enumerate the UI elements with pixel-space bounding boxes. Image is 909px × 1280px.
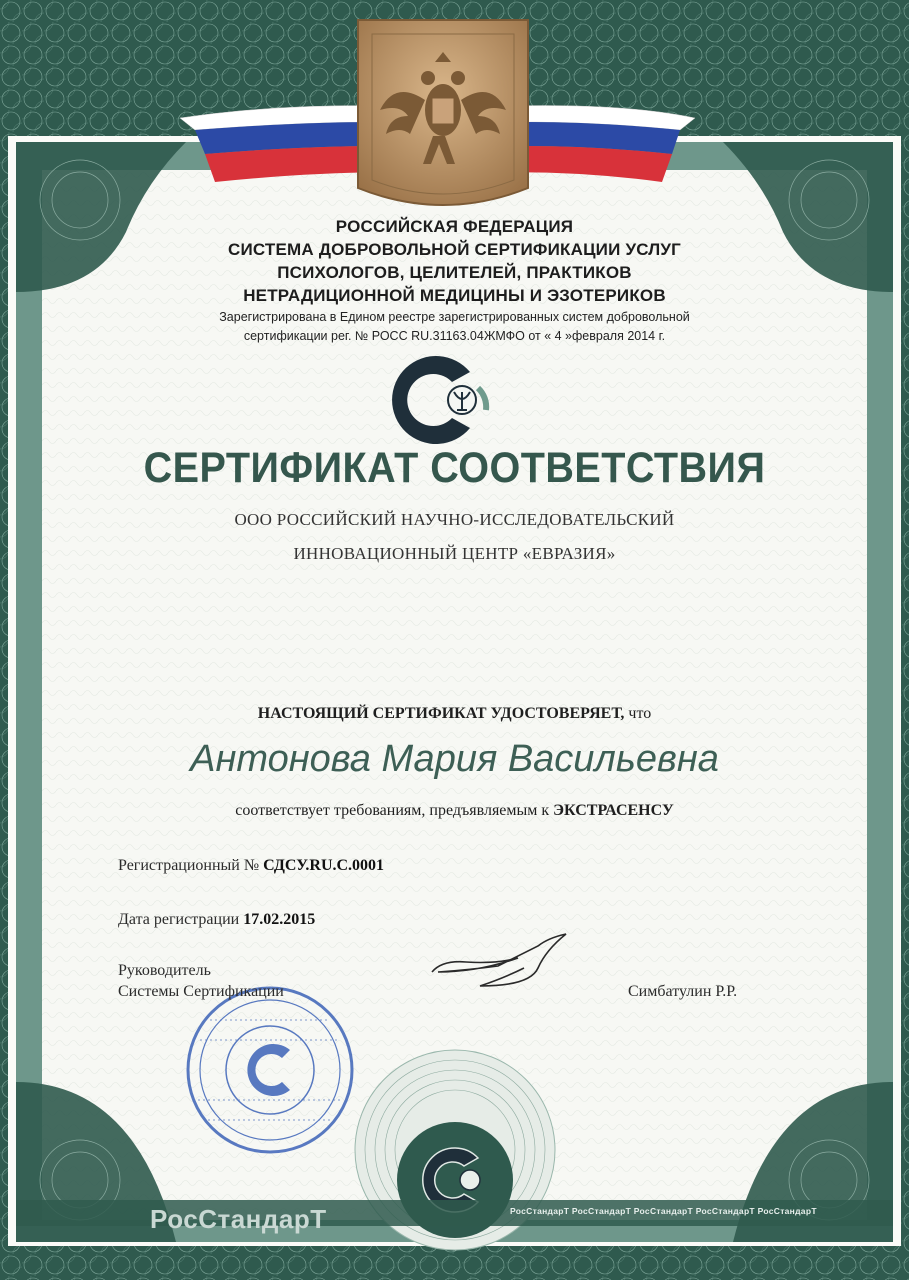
signatory-role-line-1: Руководитель: [118, 962, 211, 979]
registration-date: [118, 911, 315, 929]
header-line-1: РОССИЙСКАЯ ФЕДЕРАЦИЯ: [335, 217, 574, 236]
conformity-role: ЭКСТРАСЕНСУ: [553, 802, 674, 819]
registration-number-label: Регистрационный №: [118, 857, 264, 874]
registration-number-value: СДСУ.RU.С.0001: [263, 857, 385, 874]
certifies-rest: что: [624, 705, 652, 722]
footer-brand-stripe: РосСтандарТ РосСтандарТ РосСтандарТ РосСтандарТ РосСтандарТ: [510, 1206, 817, 1216]
coat-of-arms-emblem: [358, 20, 528, 205]
conformity-text: соответствует требованиям, предъявляемым к: [235, 802, 554, 819]
organization-line-2: ИННОВАЦИОННЫЙ ЦЕНТР «ЕВРАЗИЯ»: [293, 544, 616, 563]
signatory-name: Симбатулин Р.Р.: [628, 983, 738, 1000]
certifies-bold: НАСТОЯЩИЙ СЕРТИФИКАТ УДОСТОВЕРЯЕТ,: [257, 705, 625, 722]
registration-date-value: 17.02.2015: [243, 911, 316, 928]
header-line-2: СИСТЕМА ДОБРОВОЛЬНОЙ СЕРТИФИКАЦИИ УСЛУГ: [227, 240, 682, 259]
organization-line-1: ООО РОССИЙСКИЙ НАУЧНО-ИССЛЕДОВАТЕЛЬСКИЙ: [234, 510, 675, 529]
registry-line-2: сертификации рег. № РОСС RU.31163.04ЖМФО от « 4 »февраля 2014 г.: [243, 329, 666, 343]
registration-date-label: Дата регистрации: [118, 911, 244, 928]
header-line-3: ПСИХОЛОГОВ, ЦЕЛИТЕЛЕЙ, ПРАКТИКОВ: [277, 263, 632, 282]
certificate-title: СЕРТИФИКАТ СООТВЕТСТВИЯ: [143, 444, 766, 492]
certifies-statement: [0, 705, 909, 723]
header-line-4: НЕТРАДИЦИОННОЙ МЕДИЦИНЫ И ЭЗОТЕРИКОВ: [243, 286, 666, 305]
footer-brand: РосСтандарТ: [150, 1204, 327, 1234]
person-name: Антонова Мария Васильевна: [190, 738, 719, 780]
signatory-role-line-2: Системы Сертификации: [118, 983, 284, 1000]
registry-line-1: Зарегистрирована в Едином реестре зарегистрированных систем добровольной: [219, 310, 690, 324]
conformity-statement: [0, 802, 909, 820]
registration-number: [118, 857, 384, 875]
